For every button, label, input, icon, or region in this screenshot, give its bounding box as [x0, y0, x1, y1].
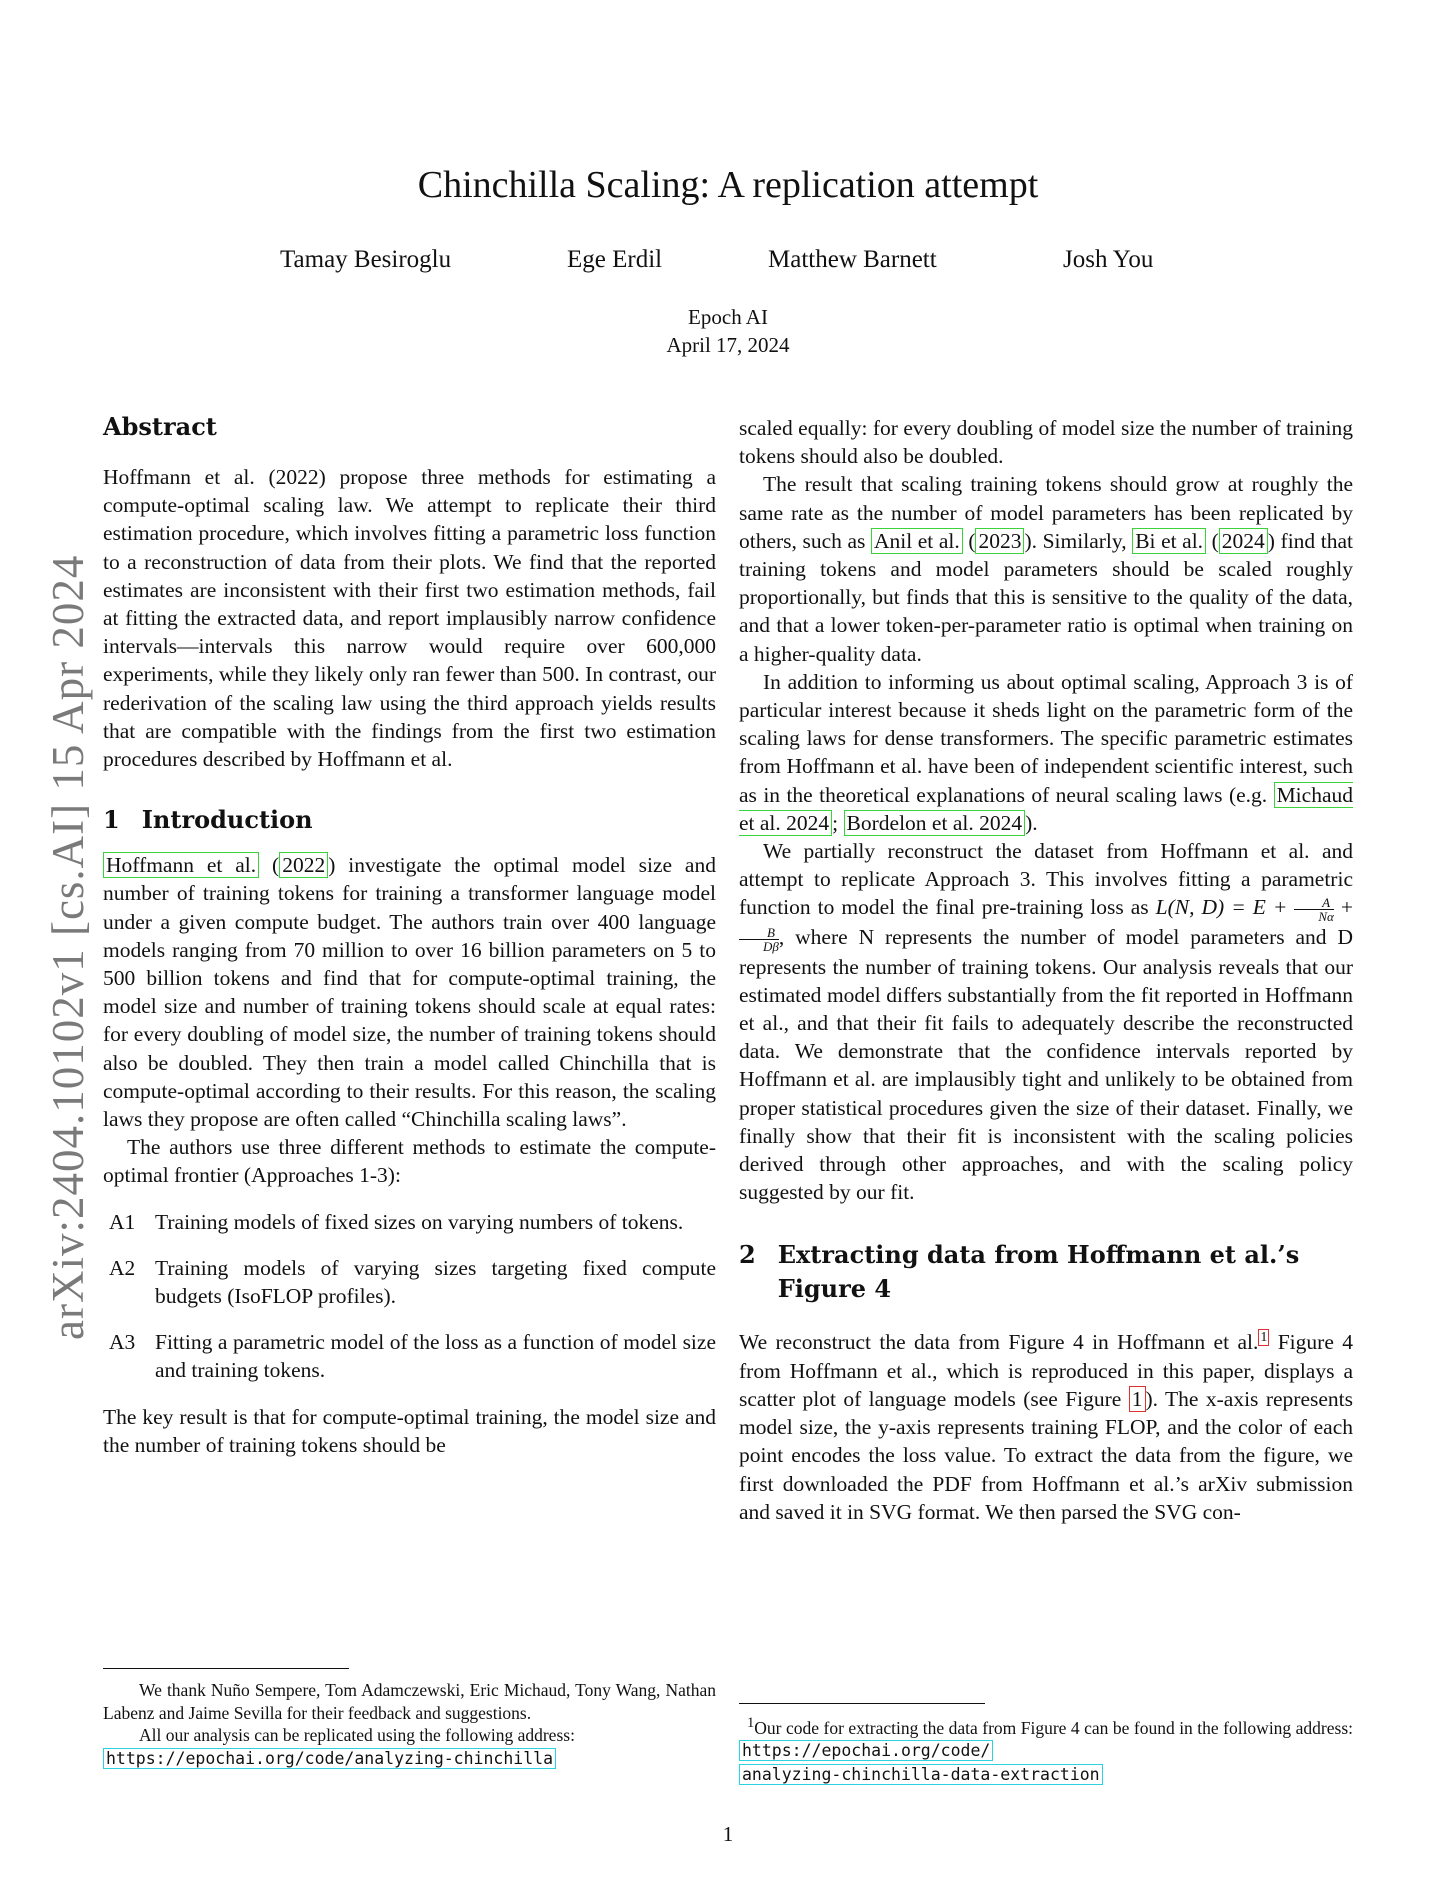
footnote-link[interactable]: 1	[1260, 1330, 1268, 1346]
right-footnotes	[739, 1703, 1353, 1786]
page-number: 1	[722, 1822, 734, 1846]
note-text: Our code for extracting the data from Figure 4 can be found in the following address:	[754, 1717, 1353, 1738]
paragraph-text: The result that scaling training tokens should grow at roughly the same rate as the number of model parameters has been replicated by others, such as	[739, 472, 1353, 553]
author-name: Ege Erdil	[567, 246, 663, 273]
approach-list	[103, 1208, 716, 1385]
plus-sign: +	[1340, 895, 1354, 920]
section2-paragraph	[739, 1324, 1353, 1526]
list-label: A3	[109, 1330, 136, 1355]
author-list	[260, 246, 1200, 276]
intro-paragraph: Hoffmann et al. ( 2022 ) investigate the optimal model size and number of training tokens for training a transformer language model under a given compute budget. The authors train over 400 language models ranging from 70 million to over 16 billion parameters on 5 to 500 billion tokens and find that for compute-optimal training, the model size and number of training tokens should scale at equal rates: for every doubling of model size, the number of training tokens should also be doubled. They then train a model called Chinchilla that is compute-optimal according to their results. For this reason, the scaling laws they propose are often called “Chinchilla scaling laws”.	[103, 853, 716, 1132]
paragraph-text: find that training tokens and model parameters should be scaled roughly proportionally, but finds that this is sensitive to the quality of the data, and that a lower token-per-parameter ratio is optimal when training on a higher-quality data.	[739, 528, 1353, 666]
abstract-text: Hoffmann et al. (2022) propose three methods for estimating a compute-optimal scaling law. We attempt to replicate their third estimation procedure, which involves fitting a parametric loss function to a reconstruction of data from their plots. We find that the reported estimates are inconsistent with their first two estimation methods, fail at fitting the extracted data, and report implausibly narrow confidence intervals—intervals this narrow would require over 600,000 experiments, while they likely only ran fewer than 500. In contrast, our rederivation of the scaling law using the third approach yields results that are compatible with the findings from the first two estimation procedures described by Hoffmann et al.	[103, 465, 716, 772]
fraction-b	[739, 926, 779, 953]
section-number: 1	[103, 805, 120, 835]
left-column	[103, 412, 716, 1459]
citation-year-link[interactable]: 2022	[279, 852, 328, 878]
section-heading	[103, 803, 716, 837]
paper-title: Chinchilla Scaling: A replication attempt	[417, 164, 1039, 206]
list-text: Fitting a parametric model of the loss as a function of model size and training tokens.	[155, 1330, 716, 1383]
paragraph-text: . Similarly,	[1031, 528, 1127, 553]
note-text: All our analysis can be replicated using the following address:	[139, 1725, 575, 1745]
intro-paragraph: The authors use three different methods to estimate the compute-optimal frontier (Approaches 1-3):	[103, 1135, 716, 1188]
paragraph-text: In addition to informing us about optimal scaling, Approach 3 is of particular interest because it sheds light on the parametric form of the scaling laws for dense transformers. The specific parametric estimates from Hoffmann et al. have been of independent scientific interest, such as in the theoretical explanations of neural scaling laws (e.g.	[739, 669, 1353, 807]
intro-paragraph	[739, 837, 1353, 1206]
right-column	[739, 414, 1353, 1526]
left-footnotes	[103, 1668, 716, 1770]
code-url-link[interactable]: analyzing-chinchilla-data-extraction	[739, 1764, 1103, 1785]
fraction-numerator: A	[1294, 896, 1334, 910]
footnote-marker: 1	[747, 1715, 755, 1731]
replication-url-link[interactable]: https://epochai.org/code/analyzing-chinchilla	[103, 1748, 556, 1769]
section-title: Introduction	[141, 805, 313, 835]
loss-formula: L(N, D) = E +	[1155, 895, 1288, 920]
intro-paragraph: In addition to informing us about optimal scaling, Approach 3 is of particular interest because it sheds light on the parametric form of the scaling laws for dense transformers. The specific parametric estimates from Hoffmann et al. have been of independent scientific interest, such as in the theoretical explanations of neural scaling laws (e.g. Michaud et al. 2024 ; Bordelon et al. 2024 ).	[739, 669, 1353, 835]
paper-date: April 17, 2024	[666, 333, 790, 357]
intro-paragraph: The key result is that for compute-optimal training, the model size and the number of training tokens should be	[103, 1404, 716, 1457]
paragraph-text: investigate the optimal model size and number of training tokens for training a transformer language model under a given compute budget. The authors train over 400 language models ranging from 70 million to over 16 billion parameters on 5 to 500 billion tokens and find that for compute-optimal training, the model size and number of training tokens should scale at equal rates: for every doubling of model size, the number of training tokens should also be doubled. They then train a model called Chinchilla that is compute-optimal according to their results. For this reason, the scaling laws they propose are often called “Chinchilla scaling laws”.	[103, 853, 716, 1132]
list-label: A1	[109, 1209, 136, 1234]
replication-note	[103, 1724, 716, 1747]
figure-reference-link[interactable]: 1	[1129, 1386, 1146, 1412]
footnote-url-line	[739, 1763, 1353, 1787]
citation-link[interactable]: Bi et al.	[1132, 528, 1206, 554]
list-item	[103, 1208, 716, 1236]
list-item	[103, 1254, 716, 1310]
fraction-numerator: B	[739, 926, 779, 940]
citation-link[interactable]: Hoffmann et al.	[103, 852, 259, 878]
fraction-denominator: Dβ	[763, 938, 779, 954]
section-title: Extracting data from Hoffmann et al.’s Figure 4	[777, 1240, 1300, 1304]
affiliation-block	[0, 303, 1456, 359]
affiliation: Epoch AI	[688, 305, 768, 329]
list-text: Training models of varying sizes targeting fixed compute budgets (IsoFLOP profiles).	[155, 1255, 716, 1309]
section-heading	[739, 1238, 1353, 1306]
intro-paragraph: scaled equally: for every doubling of model size the number of training tokens should also be doubled.	[739, 416, 1353, 469]
paragraph-text: Figure 4 from Hoffmann et al., which is reproduced in this paper, displays a scatter plot of language models (see Figure	[739, 1330, 1353, 1411]
footnote-rule	[739, 1703, 985, 1704]
footnote-text	[739, 1712, 1353, 1763]
paragraph-text: ).	[1025, 810, 1038, 835]
list-text: Training models of fixed sizes on varying numbers of tokens.	[155, 1209, 684, 1234]
paragraph-text: We partially reconstruct the dataset from Hoffmann et al. and attempt to replicate Approach 3. This involves fitting a parametric function to model the final pre-training loss as	[739, 839, 1353, 920]
list-item	[103, 1328, 716, 1384]
code-url-link[interactable]: https://epochai.org/code/	[739, 1740, 993, 1761]
footnote-rule	[103, 1668, 349, 1669]
fraction-denominator: Nα	[1318, 909, 1334, 925]
paragraph-text: , where N represents the number of model parameters and D represents the number of training tokens. Our analysis reveals that our estimated model differs substantially from the fit reported in Hoffmann et al., and that their fit fails to adequately describe the reconstructed data. We demonstrate that the confidence intervals reported by Hoffmann et al. are implausibly tight and unlikely to be obtained from proper statistical procedures given the size of their dataset. Finally, we finally show that their fit is inconsistent with the scaling policies derived through other approaches, and with the scaling policy suggested by our fit.	[739, 925, 1353, 1205]
citation-link[interactable]: Anil et al.	[871, 528, 963, 554]
author-name: Tamay Besiroglu	[280, 246, 452, 273]
author-name: Josh You	[1063, 246, 1154, 273]
paragraph-text: ). The x-axis represents model size, the y-axis represents training FLOP, and the color of each point encodes the loss value. To extract the data from the figure, we first downloaded the PDF from Hoffmann et al.’s arXiv submission and saved it in SVG format. We then parsed the SVG con-	[739, 1386, 1353, 1524]
replication-url-line	[103, 1747, 716, 1771]
abstract-heading: Abstract	[103, 412, 217, 441]
citation-year-link[interactable]: 2024	[1219, 528, 1268, 554]
citation-link[interactable]: Bordelon et al. 2024	[844, 810, 1026, 836]
list-label: A2	[109, 1255, 136, 1280]
paragraph-text: We reconstruct the data from Figure 4 in Hoffmann et al.	[739, 1330, 1259, 1355]
author-name: Matthew Barnett	[768, 246, 937, 273]
arxiv-identifier-stamp: arXiv:2404.10102v1 [cs.AI] 15 Apr 2024	[43, 554, 93, 1340]
intro-paragraph: The result that scaling training tokens should grow at roughly the same rate as the number of model parameters has been replicated by others, such as Anil et al. ( 2023 ). Similarly, Bi et al. ( 2024 ) find that training tokens and model parameters should be scaled roughly proportionally, but finds that this is sensitive to the quality of the data, and that a lower token-per-parameter ratio is optimal when training on a higher-quality data.	[739, 472, 1353, 666]
citation-link[interactable]: Michaud et al. 2024	[739, 782, 1353, 835]
fraction-a	[1294, 896, 1334, 923]
acknowledgement-note: We thank Nuño Sempere, Tom Adamczewski, Eric Michaud, Tony Wang, Nathan Labenz and Jaime Sevilla for their feedback and suggestions.	[103, 1680, 716, 1723]
citation-year-link[interactable]: 2023	[975, 528, 1024, 554]
section-number: 2	[739, 1240, 756, 1270]
